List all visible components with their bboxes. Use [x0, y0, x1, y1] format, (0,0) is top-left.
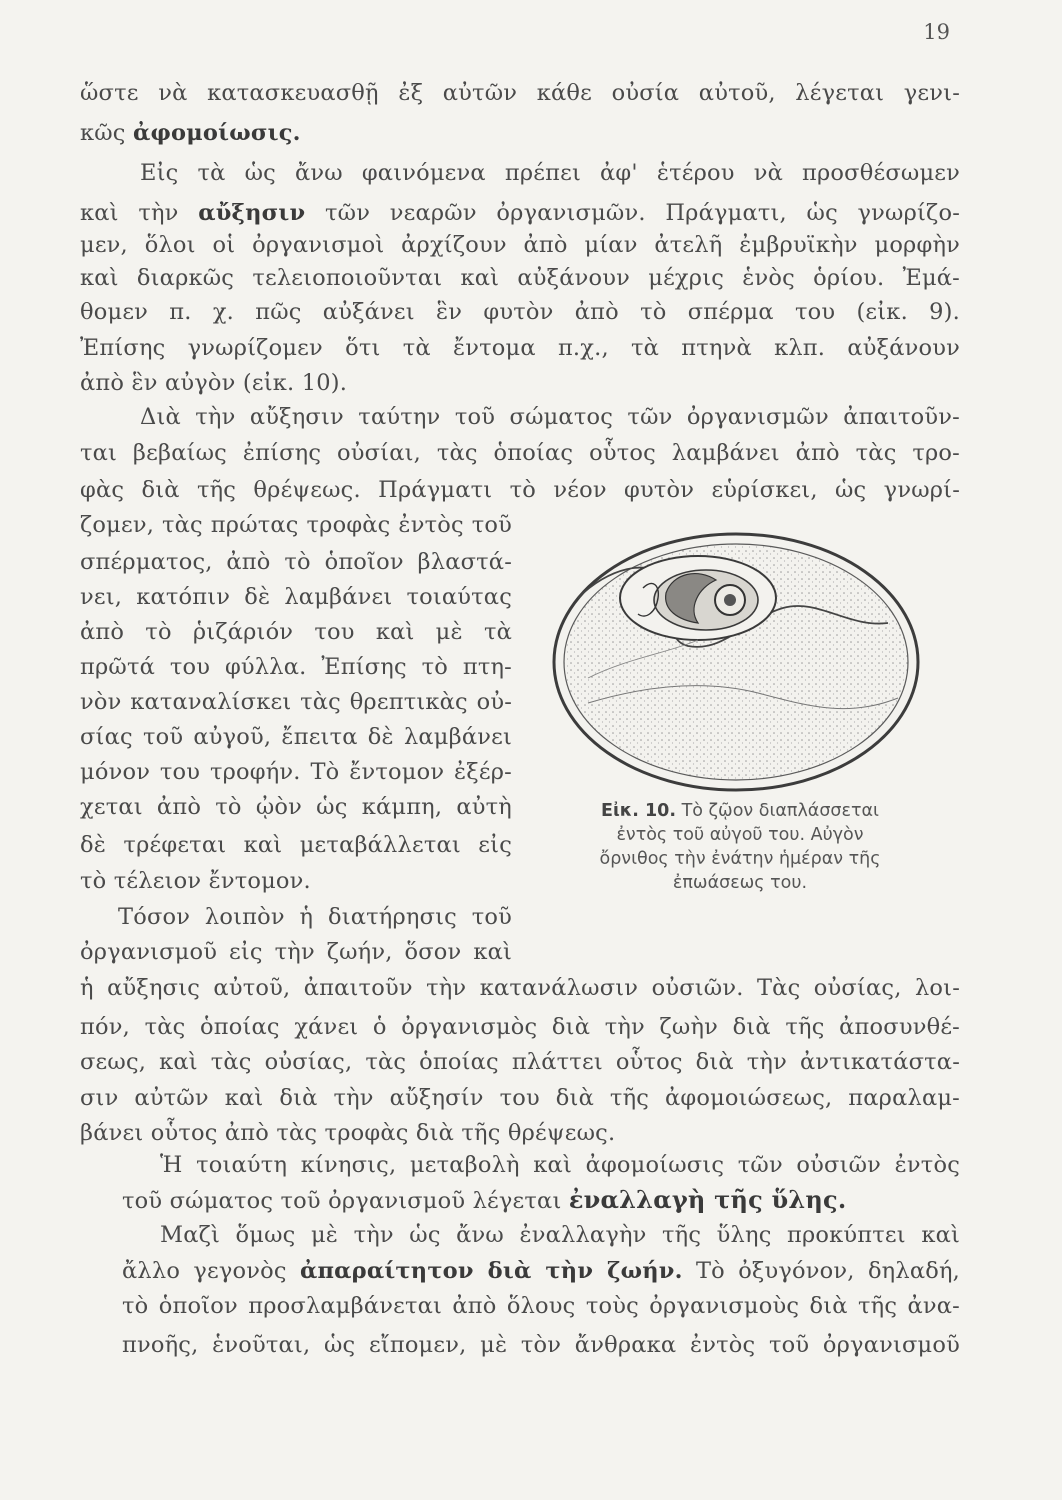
text-line: κῶς ἀφομοίωσις.	[80, 120, 301, 146]
text-line: μεν, ὅλοι οἱ ὀργανισμοὶ ἀρχίζουν ἀπὸ μίαν ἀτελῆ ἐμβρυϊκὴν μορφὴν	[80, 232, 960, 258]
paragraph-start: Διὰ τὴν αὔξησιν ταύτην τοῦ σώματος τῶν ὀργανισμῶν ἀπαιτοῦν-	[140, 404, 960, 430]
paragraph-start: Μαζὶ ὅμως μὲ τὴν ὡς ἄνω ἐναλλαγὴν τῆς ὕλης προκύπτει καὶ	[160, 1222, 960, 1248]
egg-embryo-illustration	[548, 528, 924, 796]
term-essential: ἀπαραίτητον διὰ τὴν ζωήν.	[299, 1258, 683, 1284]
text-line: σεως, καὶ τὰς οὐσίας, τὰς ὁποίας πλάττει οὗτος διὰ τὴν ἀντικατάστα-	[80, 1049, 960, 1075]
term-growth: αὔξησιν	[198, 200, 306, 226]
text-line: νει, κατόπιν δὲ λαμβάνει τοιαύτας	[80, 584, 512, 610]
text-line: χεται ἀπὸ τὸ ᾠὸν ὡς κάμπη, αὐτὴ	[80, 794, 512, 820]
figure-caption: ἐντὸς τοῦ αὐγοῦ του. Αὐγὸν	[616, 825, 864, 845]
text-line: νὸν καταναλίσκει τὰς θρεπτικὰς οὐ-	[80, 689, 512, 715]
figure-caption: ἐπωάσεως του.	[672, 873, 808, 893]
text-line: ζομεν, τὰς πρώτας τροφὰς ἐντὸς τοῦ	[80, 512, 512, 538]
text-line: σιν αὐτῶν καὶ διὰ τὴν αὔξησίν του διὰ τῆς ἀφομοιώσεως, παραλαμ-	[80, 1085, 960, 1111]
text-line: ἀπὸ τὸ ῥιζάριόν του καὶ μὲ τὰ	[80, 619, 512, 645]
text-line: καὶ διαρκῶς τελειοποιοῦνται καὶ αὐξάνουν μέχρις ἑνὸς ὁρίου. Ἐμά-	[80, 265, 960, 291]
text-line: μόνον του τροφήν. Τὸ ἔντομον ἐξέρ-	[80, 759, 512, 785]
text-line: τοῦ σώματος τοῦ ὀργανισμοῦ λέγεται ἐναλλαγὴ τῆς ὕλης.	[122, 1185, 847, 1214]
text-line: δὲ τρέφεται καὶ μεταβάλλεται εἰς	[80, 832, 512, 858]
text-line: Ἐπίσης γνωρίζομεν ὅτι τὰ ἔντομα π.χ., τὰ πτηνὰ κλπ. αὐξάνουν	[80, 335, 960, 361]
text-line: βάνει οὗτος ἀπὸ τὰς τροφὰς διὰ τῆς θρέψεως.	[80, 1120, 616, 1146]
text-line: ἄλλο γεγονὸς ἀπαραίτητον διὰ τὴν ζωήν. Τὸ ὀξυγόνον, δηλαδή,	[122, 1258, 960, 1284]
text-line: φὰς διὰ τῆς θρέψεως. Πράγματι τὸ νέον φυτὸν εὑρίσκει, ὡς γνωρί-	[80, 477, 960, 503]
paragraph-start: Τόσον λοιπὸν ἡ διατήρησις τοῦ	[118, 904, 512, 930]
text-line: πόν, τὰς ὁποίας χάνει ὁ ὀργανισμὸς διὰ τὴν ζωὴν διὰ τῆς ἀποσυνθέ-	[80, 1014, 960, 1040]
text-line: ἡ αὔξησις αὐτοῦ, ἀπαιτοῦν τὴν κατανάλωσιν οὐσιῶν. Τὰς οὐσίας, λοι-	[80, 975, 960, 1001]
figure-label: Εἰκ. 10.	[601, 801, 676, 821]
paragraph-start: Ἡ τοιαύτη κίνησις, μεταβολὴ καὶ ἀφομοίωσις τῶν οὐσιῶν ἐντὸς	[160, 1152, 960, 1178]
text-line: ἀπὸ ἓν αὐγὸν (εἰκ. 10).	[80, 370, 348, 396]
text-line: ται βεβαίως ἐπίσης οὐσίαι, τὰς ὁποίας οὗτος λαμβάνει ἀπὸ τὰς τρο-	[80, 440, 960, 466]
text-line: ὥστε νὰ κατασκευασθῇ ἐξ αὐτῶν κάθε οὐσία αὐτοῦ, λέγεται γενι-	[80, 80, 960, 106]
text-line: σπέρματος, ἀπὸ τὸ ὁποῖον βλαστά-	[80, 549, 512, 575]
figure-caption: Εἰκ. 10. Τὸ ζῷον διαπλάσσεται	[601, 801, 879, 821]
term-assimilation: ἀφομοίωσις.	[132, 120, 301, 146]
paragraph-start: Εἰς τὰ ὡς ἄνω φαινόμενα πρέπει ἀφ' ἑτέρου νὰ προσθέσωμεν	[140, 160, 960, 186]
text-line: θομεν π. χ. πῶς αὐξάνει ἓν φυτὸν ἀπὸ τὸ σπέρμα του (εἰκ. 9).	[80, 299, 960, 325]
page-number: 19	[923, 20, 950, 44]
text-line: σίας τοῦ αὐγοῦ, ἔπειτα δὲ λαμβάνει	[80, 724, 512, 750]
text-line: τὸ τέλειον ἔντομον.	[80, 868, 311, 894]
text-line: πνοῆς, ἑνοῦται, ὡς εἴπομεν, μὲ τὸν ἄνθρακα ἐντὸς τοῦ ὀργανισμοῦ	[122, 1332, 960, 1358]
figure-caption: ὄρνιθος τὴν ἐνάτην ἡμέραν τῆς	[599, 849, 881, 869]
text-line: ὀργανισμοῦ εἰς τὴν ζωήν, ὅσον καὶ	[80, 939, 512, 965]
text-line: πρῶτά του φύλλα. Ἐπίσης τὸ πτη-	[80, 654, 512, 680]
term-metabolism: ἐναλλαγὴ τῆς ὕλης.	[568, 1185, 847, 1214]
text-line: καὶ τὴν αὔξησιν τῶν νεαρῶν ὀργανισμῶν. Πράγματι, ὡς γνωρίζο-	[80, 200, 960, 226]
text-line: τὸ ὁποῖον προσλαμβάνεται ἀπὸ ὅλους τοὺς ὀργανισμοὺς διὰ τῆς ἀνα-	[122, 1293, 960, 1319]
